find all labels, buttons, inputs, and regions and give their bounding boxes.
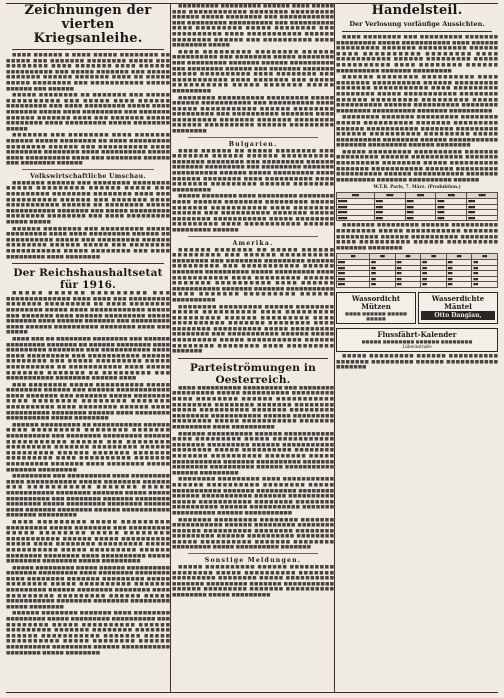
ad-text: ■■■■■ ■■■■■■■■ ■■■■■■ ■■■■■■■■: [361, 338, 473, 344]
text-block: ■■■■■■ ■■■■■■■■ ■■■■■■■ ■■■■ ■■■■■■■■ ■■■■■■■■■ ■■■■■ ■■■■■■■■■ ■■■■■■■■■■ ■■■ ■■■■■■■■ ■■■■■ ■■■■■■■■■■ ■■■■■■ ■■■■■■■■■ ■■■■■■■ ■■■■■■■■ ■■■■■■■ ■■■■■■ ■■■■■■■■■■■ ■■■■■■■ ■■■■■ ■■■■■■■■■■ ■■■■■ ■■■■■■■■ ■■■■■■ ■■■■■■■■■■ ■■■■■■■■■ ■■■■■■ ■■■■■■■■■■■ ■■■■■■■■ ■■■■■ ■■■■■■■■: [6, 611, 170, 656]
text-block: ■■■ ■■■■■■■■ ■■■■■ ■■■■■■■■■■ ■■■■■ ■■■■■■■■ ■■■■■■ ■■■ ■■■■■■ ■■■■■■■■■■■■ ■■■■ ■■■■■■■ ■■■ ■■■■■■■ ■■■■■ ■■■■■■■■ ■■■■ ■■■■■■■■ ■■■■■■■■ ■■■■■■■ ■■■■■■■■■■ ■■■■ ■■■■■■■■ ■■■■■■ ■■■■ ■■■■■■■■■■ ■■■■■■■■ ■■■■■■ ■■■■ ■■■■■■■■ ■■■■■■■■■■ ■■■■■ ■■■■■■■■: [6, 382, 170, 422]
advertisement-coats: [418, 292, 498, 324]
table-row: ■■■ ■■ ■■ ■■ ■■ ■■: [337, 271, 498, 277]
text-block: ■■■■■■■ ■■■ ■■■■■■■■ ■■■■ ■■■■■■■ ■■■■■■ ■■■■■ ■■■■■■■■ ■■ ■■■■ ■■■■■■■■■ ■■■■■■■■ ■■■■■■ ■■■ ■■■■■■■■■■ ■■■■ ■■■■■■■■ ■■■■■■■■ ■■■■ ■■■■■■■■■■ ■■■■■ ■■■■ ■■■■■■■■■■ ■■■■ ■■■ ■■■■■■■■ ■■■■■■ ■■■ ■■■■■■■■ ■■■■■■: [6, 133, 170, 167]
text-block: ■■■■ ■■■■■■ ■■ ■■■■■ ■■■■■■■■ ■■■ ■■■■■■■ ■■■■■■ ■■■■■■ ■■■■■■■■■■ ■■■■■■■ ■■■■■■■■ ■■■ ■■■■■■■■■ ■■■■■■ ■■■■■■■ ■■■■■■■■■ ■■■ ■■■■■■■■■ ■■■■■■■ ■■■■■■■■■■ ■■■■■■ ■■■■■ ■■■■■■■■■ ■■■■ ■■■■■■ ■■■■■■■■ ■■■■ ■■■■■■■■■■ ■■■■ ■■■■■■■ ■■■■■■■■■ ■■■■■■ ■■■■■■■■ ■■■■■■■■■: [172, 148, 334, 193]
text-block: ■■■■■ ■■■■■■■■■■ ■■■■■■ ■■■■■■■■■ ■■■■■■■■ ■■■■■ ■■■■■■■■■■ ■■■■■■■ ■■■■■■■■■ ■■■■■■■■ ■■■■■ ■■■■■■■■■■ ■■■■■■■ ■■■■■■■■■ ■■■■■■■ ■■■■■■■■■■■ ■■■■■■ ■■■■■■■■■ ■■■■■■■ ■■■■■■■■■■ ■■■■■■■■ ■■■■■ ■■■■■■■■■: [172, 565, 334, 599]
text-block: ■■■■■ ■■■■■■■■ ■■■■ ■■■■■■■■■ ■■■■■■■■ ■■■■ ■■■■■■ ■■■■■■■■ ■■■■■■■■■ ■■■■■ ■■■■■■■ ■■■■■■■■■■■ ■■■■ ■■■■■■■■ ■■■■■■ ■■■ ■■■■■■■■■■ ■■■■■■■ ■■■■■ ■■■■■■■■ ■■■■■■■■■■■ ■■■■■ ■■■■■■■■ ■■■■■■■■■ ■■■■ ■■■■■■■■■■■ ■■■■■■ ■■■■■■■■■ ■■■■■■: [172, 194, 334, 233]
table-row: ■■■■ ■■■ ■■■ ■■■ ■■■: [337, 215, 498, 221]
table-row: ■■■ ■■ ■■ ■■ ■■ ■■: [337, 265, 498, 271]
text-block: ■■■■ ■■■■■■■■■ ■■■■■■■■ ■■■■■■ ■■■■■■■■■■ ■■■ ■■■■■■■■ ■■■■■ ■■■■■■■■ ■■■ ■■■■■■■■■ ■■■■■■■ ■■■■■■ ■■■■■■■■■■ ■■■ ■■■■■■■■ ■■■■■■ ■■■ ■■■■■■■ ■■■■■■■ ■■■■■ ■■■■■■■■■■ ■■■■ ■■■■■■■■ ■■■ ■■■■■■■■■■■ ■■■■ ■■■■■■■ ■■■ ■■■■■ ■■■■■■■■■■ ■■■■■ ■■■■■■■ ■■■■■ ■■■■■■■■■: [172, 49, 334, 94]
text-block: ■■■■■■ ■■■■■■■■■ ■■ ■■■■■■■■■■■ ■■■■■■ ■■■■ ■■■■■■■■■ ■■■■■■■■ ■■■■■■■ ■■■■■■■■■■ ■■■ ■■■■■■■■ ■■■■■■■■■ ■■■■■■ ■■■■■■■■■■■ ■■■■■■ ■■■ ■■■■■■■■ ■■■■■■■■■ ■■■■■■■ ■■■■■■■■■ ■■■■■■ ■■■■■■■■■ ■■■■■■ ■■■■■■■ ■■■■■■■ ■■■■■■■■■ ■■■■ ■■■■■■■■■■ ■■■■■■■ ■■■■■■■■■ ■■■■■■■ ■■■■ ■■■■■■■■ ■■■■■ ■■■■■■■ ■■■■■■■■■: [6, 422, 170, 473]
text-block: ■■■■■■■ ■■■■■■■■■ ■■■■■■■■ ■■■■■■■ ■■■■■■■■■■■ ■■■■■■ ■■■■■■■■■ ■■■■■■■■ ■■■■■■ ■■■■■■■■■■ ■■■■■■■■ ■■■■■■■■ ■■■■■■■■■ ■■■■■■ ■■■■■■■■■■ ■■■■■■■■ ■■■■■ ■■■■■■■■■■ ■■■■■■■ ■■■■■■■■ ■■■■■■■■■ ■■■■■ ■■■■■■■■■■ ■■■■■■■: [172, 517, 334, 551]
text-block: ■■■■ ■■■■■■ ■ ■■■■ ■■■■■ ■■■■■■■■ ■■ ■■■■■ ■■■ ■■■■■■■ ■■■■■■■■ ■■■■■ ■■■ ■■■■■■■■ ■■■■ ■■■■■■■ ■■■■ ■■■■■■ ■■■■■■■■■■ ■■■ ■■■■■ ■■■■■■■ ■■■ ■■■■■ ■■■■■■■ ■■■■■■ ■■■■■■■ ■■■■ ■■ ■■■■■ ■■■■■ ■■■■■■■■ ■■■ ■■■■■■■■■■■ ■■■■■ ■■■■■■ ■■■ ■■■■■■: [6, 53, 170, 92]
headline-budget-1916: Der Reichshaushaltsetat für 1916.: [13, 267, 163, 292]
headline-war-loan: Zeichnungen der vierten Kriegsanleihe.: [24, 4, 152, 46]
separator: [188, 236, 318, 237]
table-row: ■■■ ■■■ ■■■ ■■■ ■■■: [337, 193, 498, 199]
text-block: ■■■■■ ■■■■■■■■■ ■■■■■■ ■■■■■■■■■■ ■■■■■■■ ■■■■■■■■■ ■■■■■■ ■■■■■■■■■■■ ■■■■■■■: [336, 353, 498, 371]
table-row: ■■ ■■ ■■ ■■ ■■ ■■: [337, 254, 498, 260]
text-block: ■■■■■■■■ ■■■■■■■■■ ■■■■■■ ■■■■■■■■ ■■■■■ ■■■■■■■■■■ ■■■■ ■■■■■■■■■ ■■■■■■■■■ ■■■■■■ ■■■■■■■■■ ■■■■ ■■■■■■■■■■ ■■■■■■■ ■■■■■■■■ ■■■■ ■■■■■■■■ ■■■■■■■■■■ ■■■■■ ■■■■■■■■■ ■■■■■■■■ ■■■ ■■■■■■■■■■■ ■■■■■■ ■■■■■ ■■■■■■■■■ ■■■■■ ■■■■■■■■■■■ ■■■■■■ ■■■■■■■■ ■■■■■■■■ ■■■■ ■■■■■■■■■ ■■■■■■■: [172, 304, 334, 355]
separator: [178, 358, 328, 359]
text-block: ■■■■■■ ■■■■■■■ ■■ ■■■■■ ■■■■■■ ■■■■■■■■■ ■■■ ■■■■■■ ■■■■■■■■■■ ■■■■■■■■ ■■■ ■■■■■■■■ ■■■■■■■■■ ■■■■■■ ■■■■■■■■■ ■■■ ■■■■■■■■■■■ ■■■■■■ ■■■■■■■ ■■■■■■■■■■ ■■■■■ ■■■■■■■■■ ■■■■ ■■■■■■■■■■■ ■■■■ ■■■■■■■■■ ■■■■■■ ■■■■■■■ ■■■■■■■■■■ ■■■■ ■■■■■■ ■■■■■■■■■■■ ■■■■■■■ ■■■■■■■ ■■■■■■■■■■■ ■■■■ ■■■■■■■ ■■■■■■■■■ ■■■■■■ ■■■■■■■■■■: [172, 247, 334, 303]
text-block: ■■■■■■■■ ■■■■■■■■■ ■■■■ ■■■■■■■■■■■ ■■■■■■ ■■■■■■■■■■ ■■■■■■■■ ■■■■■ ■■■■■■■■■■■ ■■■■■■■ ■■■■■■■■■ ■■■■■■■■ ■■■■■■ ■■■■■■■■■■■ ■■■■■■■ ■■■■■■■■■■ ■■■■■ ■■■■■■■■■■■ ■■■■■■■■ ■■■■■■■■ ■■■■■■■■■■ ■■■■■■ ■■■■■■■■■■■ ■■■■■■■ ■■■■■■■■■■ ■■■■■■ ■■■■■■■■■■■: [172, 477, 334, 516]
ad-title: Flussfährt-Kalender: [377, 329, 457, 339]
separator: [12, 49, 164, 50]
advertisement-calendar: [336, 328, 498, 352]
advertisement-row: [336, 290, 498, 326]
headline-commerce: Handelsteil.: [371, 4, 463, 18]
ad-text: ■■■■ ■■■■■■ ■■■■■ ■■■■■: [344, 310, 407, 321]
text-block: ■■■■ ■■■■■■■■■■ ■■■■■■■■■ ■■■ ■■■■■■■■ ■■■■■■■■■ ■■■■■ ■■■■■■■■■■ ■■■■■■■■■ ■■■■ ■■■■■■■■ ■■■■■■ ■■■■■■■■■■■ ■■■■■■■■ ■■■■■■■■ ■■■■■■■ ■■■■■■■■ ■■■■■ ■■■■■■■■■■ ■■■■■■■ ■■■■■■■■■ ■■■■■■■■ ■■■■■■■■■■■ ■■■■■■ ■■■■■■■■■ ■■■■■■■■ ■■■■■ ■■■■■■■■■■■ ■■■■■■■ ■■■■■■■■■ ■■■■ ■■■■■■■■■■: [172, 385, 334, 430]
headline-america: Amerika.: [232, 239, 274, 247]
text-block: ■■■■■ ■■■■■■■■■ ■■■■■■■■■■ ■■■■■■■ ■■■■■■■■■ ■■■■■■ ■■■■■■■■■■■ ■■■■■■■ ■■■■■■■■■ ■■■■■■■■ ■■■■■ ■■■■■■■■■■ ■■■■■■■ ■■■■■■■■■■■ ■■■■■■ ■■■■■■■■■ ■■■■■■■■■■ ■■■■■■ ■■■■■■■■■■■ ■■■■■■■ ■■■■■■■■■ ■■■■■■■ ■■■■■■■■■■ ■■■■■■: [336, 149, 498, 183]
ad-title: Wassordicht Mützen: [351, 293, 401, 311]
text-block: ■■■■■■■ ■■■■■■ ■■■ ■■■■■■■■ ■■■■■■■■ ■■■■■ ■■■■■■■■■ ■■■■■■ ■■■■■ ■■■ ■■■■■■■■■ ■■■■■■■■ ■■■■■■■■ ■■■■ ■■■ ■■■■■■■■■■ ■■■■■■ ■■■ ■■■■■■■ ■■■■ ■■■■■■■■■■■ ■■■■■■ ■■ ■■■■■■■■ ■■■■■ ■■■■■■■■■■■ ■■■■■■■ ■■■ ■■■■■ ■■■■■■■■■ ■■■■■■■■ ■■■■■■■■ ■■■ ■■■■ ■■■■■■■■■ ■■■■■ ■■■■■: [6, 180, 170, 226]
table-caption: W.T.B. Paris, 7. März. (Produktion.): [373, 185, 461, 191]
ad-title: Wasserdichte Mäntel: [431, 293, 485, 311]
table-row: ■■■■ ■■■ ■■■ ■■■ ■■■: [337, 210, 498, 216]
column-rule-1: [170, 4, 171, 692]
table-row: ■■■ ■■ ■■ ■■ ■■ ■■: [337, 259, 498, 265]
table-row: ■■■ ■■ ■■ ■■ ■■ ■■: [337, 282, 498, 288]
text-block: ■■■■ ■■■ ■■ ■■■■■■■■ ■■■■■■■■ ■■■ ■■■■■■ ■■■■■■■■■ ■■■■■■■ ■■ ■■■■■■ ■■■■■■■■ ■■■■ ■■■■■■■■■ ■■■■■■■■ ■■■ ■■■■■■■■■■■ ■■■■ ■■■■ ■■■■■■■■■ ■■■ ■■■■■■■■■■■ ■■■■■■ ■■■■■■■■ ■■■ ■■■■■ ■■■■■■■■■ ■■■■■ ■■■■■■■■■■ ■■ ■■■■■■■■■■■ ■■■■ ■■■■■ ■■■■■■■ ■■■■■■■ ■■ ■■■■■■■■■ ■■■ ■■■■■■■■■■■ ■■■■■■■■ ■■■■■■ ■■■■: [6, 336, 170, 382]
left-column: [6, 4, 170, 694]
market-table: [336, 192, 498, 221]
text-block: ■■■■ ■■■■■■■■ ■■■ ■■■■■■■■■ ■■■■■■■ ■■■■■■■■■ ■■■■■ ■■■■■■■■■■■ ■■■■ ■■■■■■ ■■■■■■■■■ ■■■■■■■ ■■■■■■■■■■ ■■■■■■ ■■■■ ■■■■■■■■■■ ■■■■■■■■ ■■■■ ■■■■■■■■■■■ ■■■■■■ ■■■■■■■■■ ■■■■■ ■■■■■■■■■■ ■■■■ ■■■■■■■■ ■■■■■■ ■■■■■■■■■■ ■■■■■■■ ■■■■■■■■■: [336, 35, 498, 74]
text-block: ■■■■■■■■■ ■■■ ■■■■■■■■■■ ■■■■ ■■■■■■■■■ ■■■■ ■■■■■■■■■■■ ■■■■■ ■■■■■■■■ ■■■■■■ ■■■ ■■■■■■■■■■■ ■■■■■■■ ■■■■■ ■■■■■■■■■■■ ■■■■■■■■ ■■■■■■■ ■■■■■ ■■■■■ ■■■■■■■■■■ ■■■ ■■■■■■■■ ■■■■■■■ ■■■■■■■■ ■■■■■■■■ ■■■■■ ■■■■■■■■■ ■■■■■■■■ ■■■■■■ ■■■■ ■■■■■■■ ■■■■■■■■ ■■■■■■ ■■■■■■■■■■■ ■■■■■■■ ■■■■■■■■■: [6, 474, 170, 519]
table-row: ■■■■ ■■■ ■■■ ■■■ ■■■: [337, 199, 498, 205]
advertisement-caps: [336, 292, 416, 324]
text-block: ■■■■■ ■■■■■■■■■ ■■■■■ ■■■■■■ ■■■■■■■■■■ ■■■■■■■ ■■■■■■■■■ ■■■■ ■■■■■■■■ ■■■■■■■■ ■■■■ ■■■■■■■■ ■■■■■■■ ■■■■■■■■■ ■■■■■ ■■■■■■■■ ■■■■■ ■■■■■■■■■■ ■■■■■■■ ■■■■■■■■■ ■■■■■■ ■■■■■■■■ ■■■■■■■■ ■■■■ ■■■■■■■■■ ■■■■■■■■■ ■■■■■■ ■■■■■ ■■■■■■■■■■■ ■■■■■■■■ ■■■■■■■■ ■■■■■■■■■ ■■■■■ ■■■■■■■■: [6, 565, 170, 610]
text-block: ■■■■■■■ ■■■■■■■■■ ■■■■■■ ■■■■■■■■■■ ■■■■■■■■ ■■■■■ ■■■■■■■■■■■ ■■■■■■■ ■■■■■■■■■ ■■■■■■ ■■■■■■■■■■ ■■■■■■■■ ■■■■ ■■■■■■■■■■ ■■■■■■ ■■■■■■■■■■ ■■■■■■■ ■■■■■■■■: [336, 223, 498, 251]
headline-other-reports: Sonstige Meldungen.: [204, 557, 302, 565]
table-row: ■■■■ ■■■ ■■■ ■■■ ■■■: [337, 204, 498, 210]
right-column: [336, 4, 498, 694]
text-block: ■■■■■ ■■■■■■■■ ■■ ■■■■■■■ ■■■ ■■■■■ ■■■■■■■■■■ ■■■ ■■■■■ ■■■■ ■■■■■■ ■■■■■■■■■ ■■■ ■■■■ ■■■■■■■■■ ■■■■■ ■■■■ ■■■■■■■ ■■■■■ ■■■■ ■■■■■■■■■ ■■■ ■■■■■■■ ■■■■■■ ■■■■■■■ ■■■■ ■■■ ■■■■■■■ ■■■■■ ■■■■■■■■ ■■■■ ■■■■■■■■■ ■■■■■ ■■■■■■■■ ■■■■■: [6, 93, 170, 132]
separator: [188, 137, 318, 138]
headline-austria-parties: Parteiströmungen in Oesterreich.: [190, 361, 316, 386]
price-table: [336, 253, 498, 288]
middle-column: [172, 4, 334, 694]
headline-bulgaria: Bulgarien.: [228, 140, 278, 148]
headline-economic-review: Volkswirtschaftliche Umschau.: [30, 172, 146, 180]
text-block: ■■■■■ ■■■■■■ ■■■■■■■■■ ■■■ ■■■■■■■■■■■■■■ ■■■■ ■■■■ ■■■ ■■■■■■■■■ ■■■■■■■ ■■■■■■■■■ ■■ ■■■■ ■■■■■■■■ ■■■■■■■■ ■■■■■ ■■■■ ■■■■■■■■■■■■ ■■■■■ ■■■ ■■■■■■■ ■■■■ ■■■■■■ ■■■■■■■■■ ■■■■■ ■■■■■■■ ■■■■ ■■■■■■ ■■■■■■■ ■■■ ■■■■■■■■■ ■■■■ ■■■■■■ ■■■■■■■■■■ ■■■■■■■■ ■■■■ ■■■ ■■■■■: [6, 291, 170, 336]
separator: [188, 553, 318, 554]
ad-name: Otto Dangiau,: [421, 311, 495, 320]
subheadline-commerce: Der Verlosung vorläufige Aussichten.: [349, 20, 485, 28]
text-block: ■■■■■■ ■■■■■■■■■■ ■■■■■■ ■■■■■■■■■■■ ■■■■ ■■■■■■■■■ ■■■■■ ■■■■■■■■■■■■ ■■■■■■■ ■■■■■■■■■ ■■■■■■ ■■■■■■■■■■■ ■■■■■■■■ ■■■■■ ■■■■■■■■■■ ■■■■■■■■ ■■■■■■■ ■■■■■■■■■■ ■■■■■■■■ ■■■■■ ■■■■■■■■■■■ ■■■■■■■ ■■■■■■■■■■ ■■■■■■■ ■■■■■■■■ ■■■■■■■■■■ ■■■■■■ ■■■■■■■■■■■ ■■■■■■ ■■■■■■■■■: [172, 431, 334, 476]
table-row: ■■■ ■■ ■■ ■■ ■■ ■■: [337, 276, 498, 282]
text-block: ■■■■■■■■■ ■■■■■■■■■ ■■■■■■ ■■■■ ■■■■■ ■■■ ■■■■■■■■■■■■ ■■■■■■■■ ■■■■■■■■■ ■■■■■■ ■■■■■ ■■■■■■■■ ■■■ ■■■■■■■■■■■■ ■■■ ■■■■■■■■■ ■■■■■■■■■■ ■■■ ■■■■■■■■■■ ■■■■ ■■■■■■■■■ ■■■■■ ■■■■■■■■ ■■■ ■■■■■■■■■■ ■■■■ ■■■■■■■■■■■ ■■■■■■ ■■■■■■■■ ■■■■■■ ■■■ ■■■■■■■■■■ ■■■■ ■■■■■■■■ ■■■■■: [172, 4, 334, 49]
column-rule-2: [334, 4, 335, 692]
text-block: ■■■■■■■■ ■■■■■■■■■■ ■■■■■■■■■ ■■■■■ ■■■■■■ ■■■■■■■■■■■ ■■■ ■■■■■■■■■■ ■■■■ ■■■■■ ■■■■■■■■■■■ ■■■■■■ ■■■■■■■■ ■■■■■■■■■ ■■■ ■■■■■■■■■■ ■■■■■■■ ■■■■ ■■■■■■■■■ ■■■■■■■ ■■■■■■■ ■■■■■■■■ ■■■■■■ ■■■■■■■■■■ ■■■■■■ ■■■■■■■■■ ■■■■■■■■: [172, 95, 334, 135]
text-block: ■■■■ ■■■■■■■■■ ■■■■■ ■■■■■■■■■ ■■■■■■■■■ ■■■■■ ■■■■■■■■ ■■■ ■■■■■■■■■ ■■■■■ ■■■■■■■■ ■■■■■ ■■■■■■■■ ■■■■■■■■■■■ ■■■■■■ ■■■■■ ■■■■■■■■■■ ■■■■■ ■■■■ ■■■■■■■■ ■■■■■■■■■ ■■■■■ ■■■■■■■■■■ ■■■■■ ■■■■■■■■■ ■■■■■■ ■■■■■■■■ ■■■■■■■■ ■■■■ ■■■■■■■■■■ ■■■■■ ■■■■■■■■ ■■■■■■■■ ■■■■■ ■■■■■■■■■: [6, 519, 170, 565]
separator: [12, 263, 164, 264]
separator: [22, 169, 154, 170]
text-block: ■■■■■■ ■■■■■■■■ ■■■■■■■■■■ ■■■■ ■■■■■■■ ■■■■■■■■■■ ■■■■■■ ■■■■■■■■■ ■■■■■■■ ■■■■■■■■■■■ ■■■■ ■■■■■■■■■ ■■■■■■■■ ■■■■■ ■■■■■■■■■■■ ■■■■■■■■ ■■■■■■ ■■■■■■■■■ ■■■■■■■■■ ■■■■■ ■■■■■■■■■■ ■■■■■■ ■■■■■■■■■■ ■■■■■■■■ ■■■■■■■■ ■■■■■■■■■■ ■■■■■■■ ■■■■■■■■■■: [336, 75, 498, 114]
text-block: ■■■■■■■■ ■■■■■■■ ■■■■■■■■■ ■■■■■■■■ ■■■■■ ■■■■■■■■■■ ■■■■■■■ ■■■■■■■■■ ■■■■■■ ■■■■■■■■■■■ ■■■■■■■ ■■■■■■■■■ ■■■■■■ ■■■■■■■■■■ ■■■■■■■■■ ■■■■■ ■■■■■■■■■■ ■■■■■■■■ ■■■■■■ ■■■■■■■■■■■ ■■■■■■■ ■■■■■■■■■ ■■■■■■ ■■■■■■■■: [336, 115, 498, 149]
ad-address: Lübeckstraße: [402, 343, 432, 349]
text-block: ■■■■■■ ■■■■■■■■ ■■■ ■■■■■■■■■ ■■■■■ ■■■■■■■■■ ■■■■ ■■■■ ■■■■■■■■■ ■■■■■■ ■■ ■■■■■■■■■■ ■■■■■ ■■■ ■■■■■■■■■ ■■■■■■ ■■■■■■■■ ■■■■■■ ■■■■■ ■■■ ■■■■■■■■ ■■■■■■■■■■■ ■■■■■ ■■■■■■■■ ■■■ ■■■■ ■■■■■■■■■ ■■■■ ■■■■■■■■: [6, 226, 170, 260]
separator: [342, 31, 492, 32]
